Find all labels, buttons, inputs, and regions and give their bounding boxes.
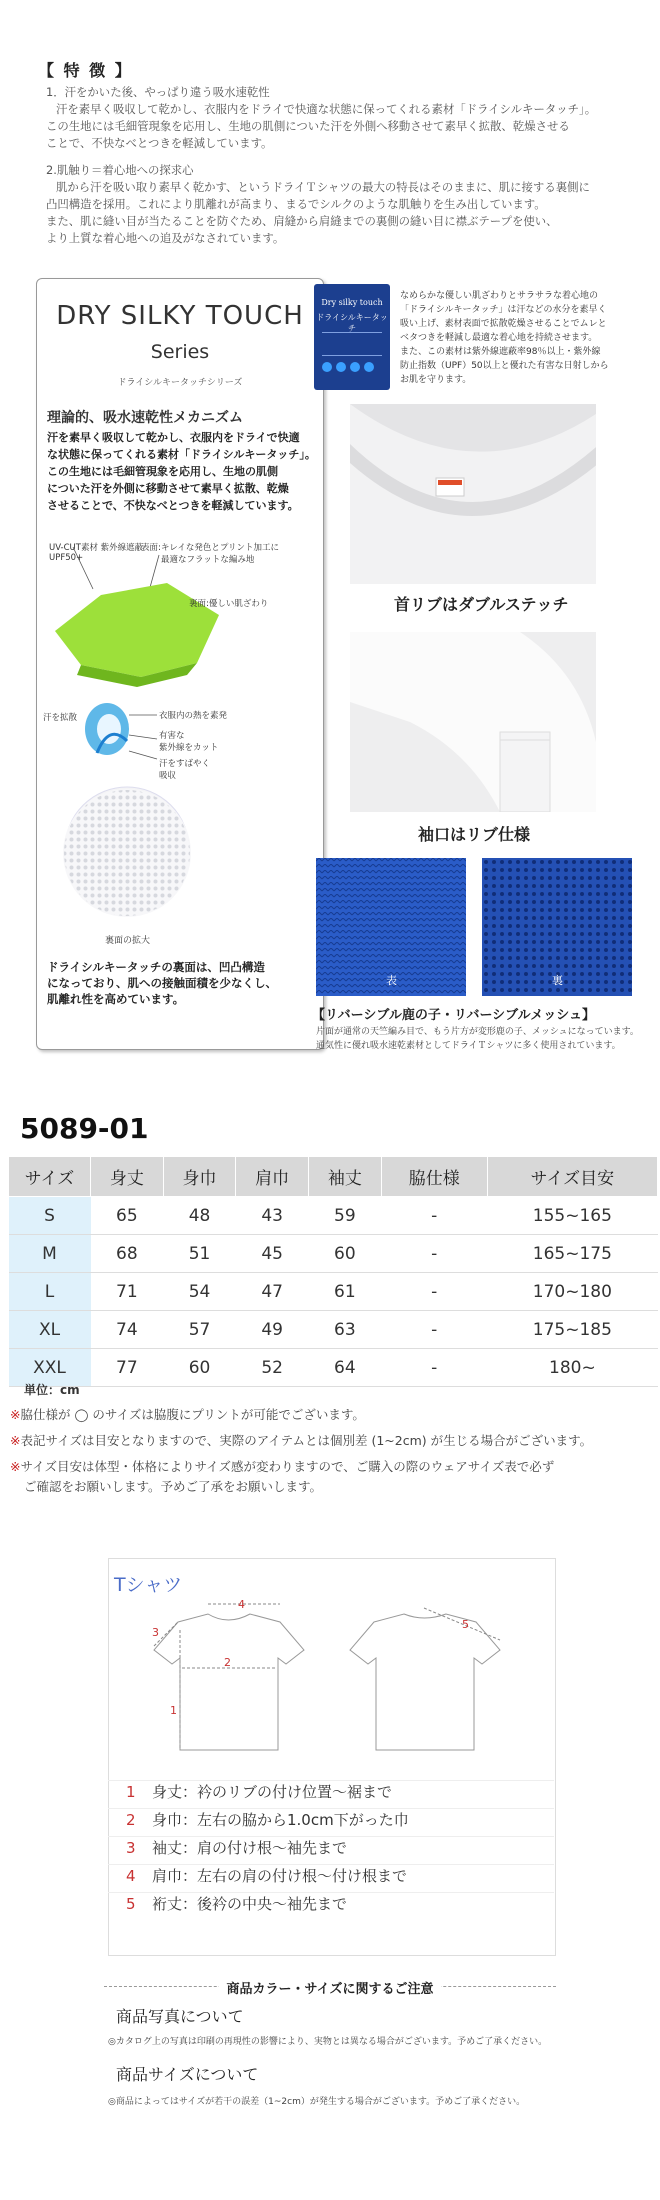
size-value-cell: 43 (236, 1197, 309, 1235)
model-number: 5089-01 (20, 1112, 149, 1145)
diagram-mark-1: 1 (170, 1704, 177, 1717)
theory-title: 理論的、吸水速乾性メカニズム (47, 410, 243, 426)
measurement-number: 5 (126, 1895, 136, 1913)
label-uvcut-1: 有害な (159, 731, 185, 741)
measurement-number: 4 (126, 1867, 136, 1885)
theory-line: についた汗を外側に移動させて素早く拡散、乾燥 (47, 482, 289, 495)
note-mark: ※ (10, 1407, 21, 1422)
measurement-text: 裄丈：後衿の中央～袖先まで (152, 1895, 348, 1913)
label-upf: UPF50+ (49, 553, 84, 563)
header-width: 身巾 (163, 1157, 236, 1197)
touch-icon (364, 362, 374, 372)
diagram-title: Tシャツ (114, 1574, 183, 1596)
mesh-front-swatch (316, 858, 466, 996)
reversible-title: 【リバーシブル鹿の子・リバーシブルメッシュ】 (312, 1008, 596, 1023)
size-value-cell: 54 (163, 1273, 236, 1311)
size-note (24, 1477, 322, 1495)
label-absorb-1: 汗をすばやく (159, 759, 211, 769)
header-side: 脇仕様 (381, 1157, 487, 1197)
collar-caption: 首リブはダブルステッチ (394, 595, 569, 614)
header-shoulder: 肩巾 (236, 1157, 309, 1197)
dry-silky-touch-brochure (36, 278, 324, 1050)
theory-line: この生地には毛細管現象を応用し、生地の肌側 (47, 465, 278, 478)
theory-line: な状態に保ってくれる素材「ドライシルキータッチ」。 (47, 448, 316, 461)
label-uvcut: UV-CUT素材 紫外線遮蔽 (49, 543, 144, 553)
size-cell: XXL (9, 1349, 91, 1387)
size-note (10, 1431, 592, 1449)
unit-label: 単位：cm (24, 1383, 80, 1397)
size-note (10, 1405, 365, 1423)
measurement-3 (126, 1837, 347, 1858)
header-sleeve: 袖丈 (309, 1157, 382, 1197)
size-value-cell: 65 (91, 1197, 164, 1235)
label-uvcut-2: 紫外線をカット (159, 743, 219, 753)
size-value-cell: 61 (309, 1273, 382, 1311)
bottom-line: ドライシルキータッチの裏面は、凹凸構造 (47, 960, 265, 974)
brochure-title: DRY SILKY TOUCH (56, 301, 304, 331)
note-text: 表記サイズは目安となりますので、実際のアイテムとは個別差 (1~2cm) が生じる場合がございます。 (20, 1433, 593, 1448)
size-value-cell: - (381, 1311, 487, 1349)
label-magnify: 裏面の拡大 (105, 936, 151, 946)
label-print-2: 最適なフラットな編み地 (161, 555, 255, 565)
size-caution-note: ◎商品によってはサイズが若干の誤差（1~2cm）が発生する場合がございます。予めご了承ください。 (108, 2097, 526, 2107)
caution-title-text: 商品カラー・サイズに関するご注意 (219, 1982, 442, 1997)
size-value-cell: 49 (236, 1311, 309, 1349)
feature-2-line: より上質な着心地への追及がなされています。 (46, 231, 285, 245)
header-length: 身丈 (91, 1157, 164, 1197)
size-value-cell: 155~165 (487, 1197, 657, 1235)
feature-section-1 (46, 84, 636, 152)
bottom-line: 肌離れ性を高めています。 (47, 992, 185, 1006)
diagram-mark-2: 2 (224, 1656, 231, 1669)
size-table-row (9, 1273, 658, 1311)
measurement-text: 身巾：左右の脇から1.0cm下がった巾 (152, 1811, 409, 1829)
size-cell: XL (9, 1311, 91, 1349)
badge-divider (322, 332, 382, 356)
features-title: 【 特 徴 】 (38, 61, 133, 80)
feature-2-line: 肌から汗を吸い取り素早く乾かす、というドライＴシャツの最大の特長はそのままに、肌に接する裏側に (56, 180, 590, 194)
magnified-back-fabric (61, 787, 193, 919)
photo-caution-title: 商品写真について (116, 2007, 244, 2026)
theory-line: させることで、不快なべとつきを軽減しています。 (47, 499, 299, 512)
note-text: サイズ目安は体型・体格によりサイズ感が変わりますので、ご購入の際のウェアサイズ表で必ず (20, 1459, 555, 1474)
label-absorb-2: 吸収 (159, 771, 177, 781)
promo-line: なめらかな優しい肌ざわりとサラサラな着心地の (400, 291, 599, 301)
promo-line: 「ドライシルキータッチ」は汗などの水分を素早く (400, 305, 607, 315)
water-icon (322, 362, 332, 372)
brochure-series: Series (150, 341, 210, 363)
measurement-5 (126, 1893, 347, 1914)
feature-2-line: 凸凹構造を採用。これにより肌離れが高まり、まるでシルクのような肌触りを生み出しています。 (46, 197, 546, 211)
brochure-bottom-text (47, 959, 277, 1007)
badge-title-en: Dry silky touch (321, 298, 383, 307)
size-table-row (9, 1349, 658, 1387)
brochure-subtitle: ドライシルキータッチシリーズ (117, 378, 243, 388)
header-guide: サイズ目安 (487, 1157, 657, 1197)
size-value-cell: 63 (309, 1311, 382, 1349)
reversible-note-1: 片面が通常の天竺編み目で、もう片方が変形鹿の子、メッシュになっています。 (316, 1027, 639, 1037)
note-mark: ※ (10, 1459, 21, 1474)
size-table-header (9, 1157, 658, 1197)
collar-photo (350, 404, 596, 584)
bottom-line: になっており、肌への接触面積を少なくし、 (47, 976, 277, 990)
size-note (10, 1457, 554, 1475)
feature-1-line: この生地には毛細管現象を応用し、生地の肌側についた汗を外側へ移動させて素早く拡散、乾燥させる (46, 119, 570, 133)
collar-illustration (350, 404, 596, 584)
photo-caution-note: ◎カタログ上の写真は印刷の再現性の影響により、実物とは異なる場合がございます。予めご了承ください。 (108, 2037, 548, 2047)
size-value-cell: - (381, 1349, 487, 1387)
cuff-illustration (350, 632, 596, 812)
measurement-text: 身丈：衿のリブの付け位置～裾まで (152, 1783, 393, 1801)
size-value-cell: 77 (91, 1349, 164, 1387)
note-text: 脇仕様が ◯ のサイズは脇腹にプリントが可能でございます。 (20, 1407, 365, 1422)
size-value-cell: - (381, 1197, 487, 1235)
size-table-row (9, 1311, 658, 1349)
label-heat-release: 衣服内の熱を素発 (159, 711, 228, 721)
diagram-mark-4: 4 (238, 1600, 245, 1611)
dry-silky-touch-badge (314, 284, 390, 390)
feature-2-heading: 2.肌触り＝着心地への探求心 (46, 163, 194, 177)
size-value-cell: 47 (236, 1273, 309, 1311)
reversible-note-2: 通気性に優れ吸水速乾素材としてドライＴシャツに多く使用されています。 (316, 1041, 621, 1051)
theory-line: 汗を素早く吸収して乾かし、衣服内をドライで快適 (47, 431, 300, 444)
size-value-cell: 60 (309, 1235, 382, 1273)
size-value-cell: 59 (309, 1197, 382, 1235)
size-cell: S (9, 1197, 91, 1235)
size-value-cell: 68 (91, 1235, 164, 1273)
badge-title-jp: ドライシルキータッチ (316, 313, 388, 333)
tshirt-measurement-diagram (108, 1600, 554, 1780)
uv-icon (350, 362, 360, 372)
feature-1-line: ことで、不快なべとつきを軽減しています。 (46, 136, 273, 150)
diagram-mark-3: 3 (152, 1626, 159, 1639)
size-value-cell: 45 (236, 1235, 309, 1273)
feature-1-heading: 1．汗をかいた後、やっぱり違う吸水速乾性 (46, 85, 270, 99)
size-cell: L (9, 1273, 91, 1311)
size-cell: M (9, 1235, 91, 1273)
label-print-1: 表面:キレイな発色とプリント加工に (141, 543, 280, 553)
measurement-2 (126, 1809, 409, 1830)
promo-line: 吸い上げ、素材表面で拡散乾燥させることでムレと (400, 319, 607, 329)
size-value-cell: 175~185 (487, 1311, 657, 1349)
size-value-cell: 74 (91, 1311, 164, 1349)
measurement-1 (126, 1781, 392, 1802)
size-value-cell: 48 (163, 1197, 236, 1235)
measurement-number: 3 (126, 1839, 136, 1857)
note-mark: ※ (10, 1433, 21, 1448)
measurement-4 (126, 1865, 407, 1886)
size-value-cell: 71 (91, 1273, 164, 1311)
size-table-row (9, 1235, 658, 1273)
header-size: サイズ (9, 1157, 91, 1197)
feature-1-line: 汗を素早く吸収して乾かし、衣服内をドライで快適な状態に保ってくれる素材「ドライシルキータッチ」。 (56, 102, 597, 116)
quick-dry-icon (336, 362, 346, 372)
promo-line: お肌を守ります。 (400, 375, 472, 385)
badge-feature-icons (322, 362, 374, 372)
size-value-cell: 57 (163, 1311, 236, 1349)
feature-section-2 (46, 162, 636, 247)
size-value-cell: 165~175 (487, 1235, 657, 1273)
measurement-number: 2 (126, 1811, 136, 1829)
feature-2-line: また、肌に縫い目が当たることを防ぐため、肩縫から肩縫までの裏側の縫い目に襟ぶテープを使い、 (46, 214, 558, 228)
note-text: ご確認をお願いします。予めご了承をお願いします。 (24, 1479, 323, 1494)
caution-title (0, 1978, 660, 1997)
cuff-caption: 袖口はリブ仕様 (418, 825, 531, 844)
size-value-cell: - (381, 1273, 487, 1311)
promo-line: また、この素材は紫外線遮蔽率98％以上・紫外線 (400, 347, 601, 357)
size-value-cell: 180~ (487, 1349, 657, 1387)
size-table-row (9, 1197, 658, 1235)
size-value-cell: 170~180 (487, 1273, 657, 1311)
diagram-mark-5: 5 (462, 1618, 469, 1631)
label-sweat-spread: 汗を拡散 (43, 713, 78, 723)
size-table (8, 1156, 658, 1387)
size-caution-title: 商品サイズについて (116, 2065, 259, 2084)
measurement-text: 袖丈：肩の付け根～袖先まで (152, 1839, 348, 1857)
size-value-cell: - (381, 1235, 487, 1273)
mesh-back-label: 裏 (552, 974, 563, 987)
cuff-photo (350, 632, 596, 812)
size-value-cell: 51 (163, 1235, 236, 1273)
mesh-front-label: 表 (386, 974, 397, 987)
measurement-number: 1 (126, 1783, 136, 1801)
size-value-cell: 60 (163, 1349, 236, 1387)
mesh-back-swatch (482, 858, 632, 996)
promo-line: 防止指数（UPF）50以上と優れた有害な日射しから (400, 361, 609, 371)
size-value-cell: 52 (236, 1349, 309, 1387)
size-value-cell: 64 (309, 1349, 382, 1387)
label-back: 裏面:優しい肌ざわり (189, 599, 269, 609)
promo-line: ベタつきを軽減し最適な着心地を持続させます。 (400, 333, 598, 343)
measurement-text: 肩巾：左右の肩の付け根～付け根まで (152, 1867, 408, 1885)
